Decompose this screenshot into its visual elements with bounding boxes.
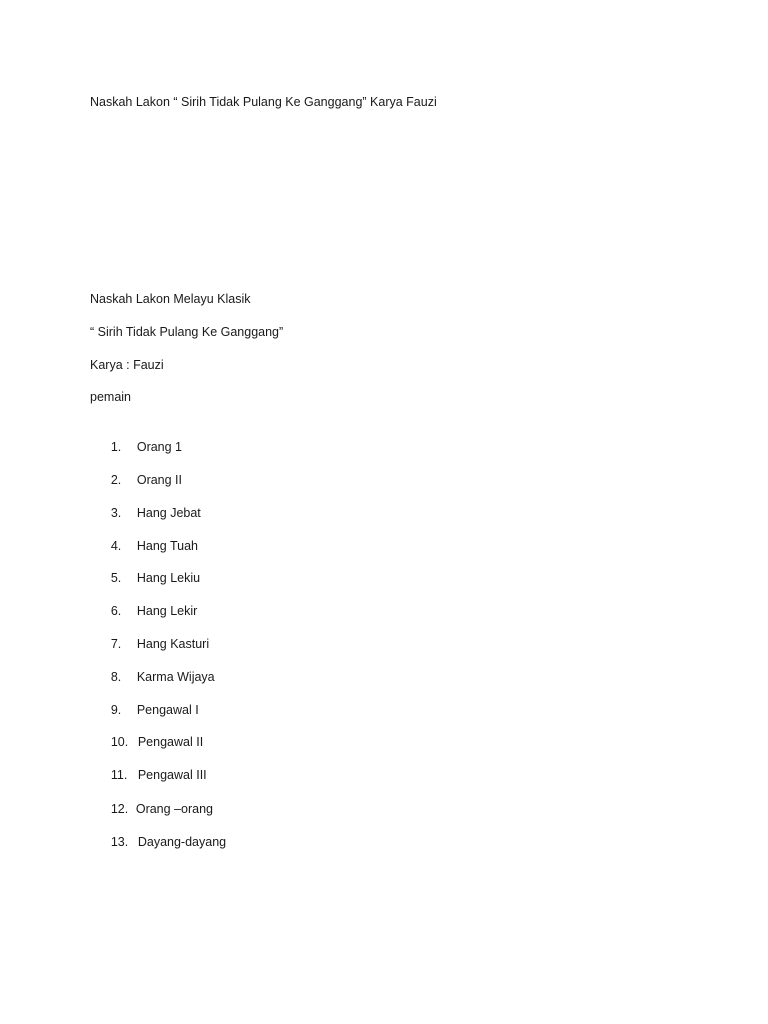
cast-item-name: Pengawal I [136, 703, 199, 717]
cast-item-name: Hang Tuah [136, 539, 199, 553]
cast-item-name: Pengawal III [137, 768, 207, 782]
cast-list-item [90, 653, 215, 684]
cast-item-name: Hang Lekir [136, 604, 198, 618]
cast-item-number: 8. [110, 670, 122, 684]
play-title: “ Sirih Tidak Pulang Ke Ganggang” [90, 325, 284, 339]
cast-item-name: Hang Jebat [136, 506, 201, 520]
cast-item-name: Pengawal II [137, 735, 204, 749]
cast-list-item [90, 785, 213, 816]
author-line: Karya : Fauzi [90, 358, 164, 372]
cast-item-number: 12. [110, 802, 129, 816]
cast-list-item [90, 423, 183, 454]
cast-item-number: 4. [110, 539, 122, 553]
cast-item-number: 1. [110, 440, 122, 454]
cast-item-number: 2. [110, 473, 122, 487]
cast-item-number: 11. [110, 768, 128, 782]
cast-item-name: Hang Kasturi [136, 637, 210, 651]
cast-heading: pemain [90, 390, 131, 404]
cast-item-number: 6. [110, 604, 122, 618]
cast-item-name: Orang II [136, 473, 183, 487]
cast-item-number: 10. [110, 735, 129, 749]
cast-item-name: Orang 1 [136, 440, 183, 454]
cast-item-number: 13. [110, 835, 129, 849]
cast-item-number: 3. [110, 506, 122, 520]
cast-list-item [90, 587, 198, 618]
cast-item-name: Orang –orang [135, 802, 213, 816]
cast-list-item [90, 522, 199, 553]
cast-list-item [90, 456, 183, 487]
cast-item-name: Karma Wijaya [136, 670, 215, 684]
cast-item-name: Hang Lekiu [136, 571, 201, 585]
cast-item-number: 5. [110, 571, 122, 585]
cast-item-name: Dayang-dayang [137, 835, 227, 849]
cast-list-item [90, 818, 227, 849]
cast-list-item [90, 686, 199, 717]
cast-list-item [90, 718, 204, 749]
cast-item-number: 7. [110, 637, 122, 651]
cast-list-item [90, 554, 201, 585]
cast-item-number: 9. [110, 703, 122, 717]
cast-list-item [90, 489, 201, 520]
cast-list-item [90, 751, 207, 782]
document-heading: Naskah Lakon “ Sirih Tidak Pulang Ke Ganggang” Karya Fauzi [90, 95, 437, 109]
cast-list-item [90, 620, 210, 651]
document-subtitle: Naskah Lakon Melayu Klasik [90, 292, 251, 306]
